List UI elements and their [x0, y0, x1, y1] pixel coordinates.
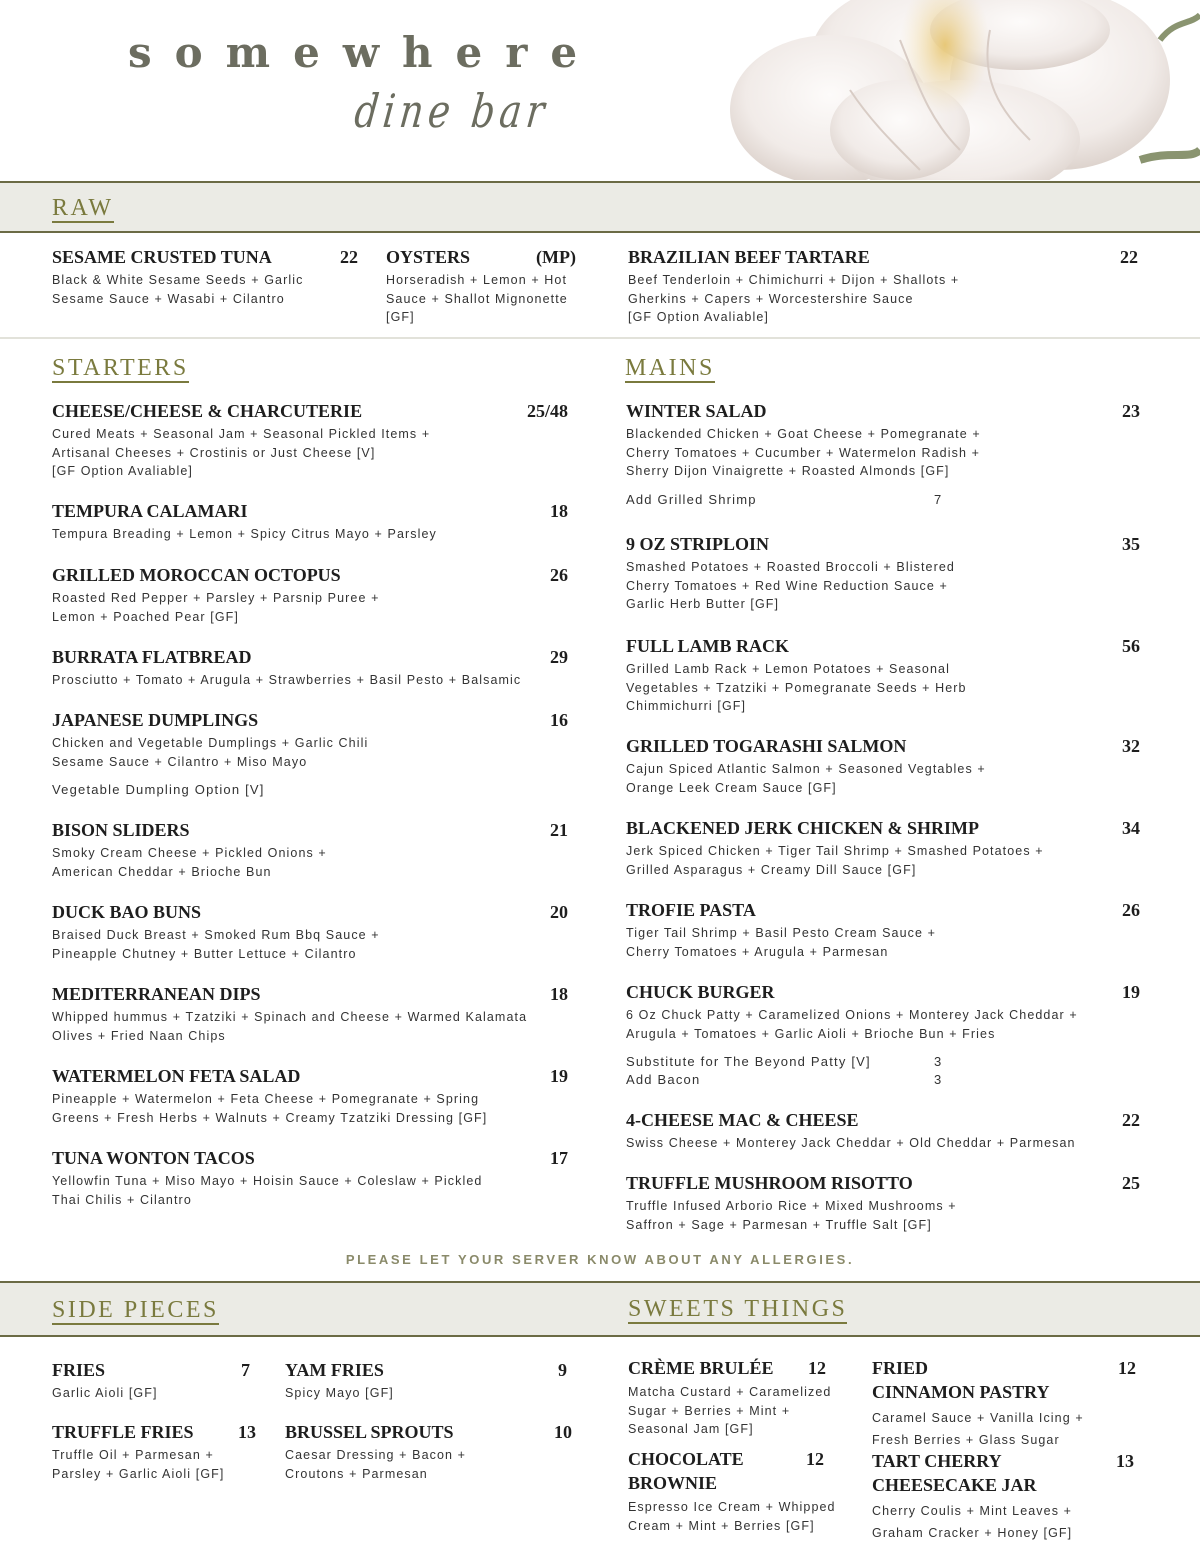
- item-description-line: Cherry Tomatoes + Cucumber + Watermelon Radish +: [626, 445, 980, 460]
- item-title-row: [628, 1447, 824, 1498]
- menu-item: [52, 646, 568, 690]
- menu-item: [628, 1447, 836, 1535]
- item-name: MEDITERRANEAN DIPS: [52, 984, 261, 1004]
- item-description-line: Sesame Sauce + Cilantro + Miso Mayo: [52, 754, 308, 769]
- item-description-line: Tempura Breading + Lemon + Spicy Citrus Mayo + Parsley: [52, 527, 437, 541]
- item-price: 17: [550, 1148, 568, 1168]
- item-title-row: [52, 819, 568, 844]
- item-name: TEMPURA CALAMARI: [52, 501, 248, 521]
- item-description-line: Grilled Lamb Rack + Lemon Potatoes + Seasonal: [626, 662, 950, 676]
- item-description-line: Arugula + Tomatoes + Garlic Aioli + Brioche Bun + Fries: [626, 1026, 996, 1041]
- item-description-line: Pineapple + Watermelon + Feta Cheese + Pomegranate + Spring: [52, 1092, 480, 1106]
- item-description-line: Chimmichurri [GF]: [626, 699, 747, 713]
- item-description-line: Seasonal Jam [GF]: [628, 1422, 754, 1436]
- item-description-line: 6 Oz Chuck Patty + Caramelized Onions + Monterey Jack Cheddar +: [626, 1008, 1078, 1022]
- menu-item: [628, 1356, 832, 1439]
- item-description-line: Blackended Chicken + Goat Cheese + Pomegranate +: [626, 427, 981, 441]
- menu-item: [52, 983, 568, 1045]
- item-description-line: Chicken and Vegetable Dumplings + Garlic Chili: [52, 736, 369, 750]
- item-price: 26: [1122, 900, 1140, 920]
- item-title-row: [626, 533, 1140, 558]
- item-name: BLACKENED JERK CHICKEN & SHRIMP: [626, 818, 980, 838]
- item-title-row: [626, 981, 1140, 1006]
- menu-item: [285, 1359, 567, 1403]
- add-on-price: 3: [934, 1072, 943, 1087]
- item-description-line: Lemon + Poached Pear [GF]: [52, 609, 239, 624]
- item-name: BRUSSEL SPROUTS: [285, 1422, 454, 1442]
- item-price: 21: [550, 820, 568, 840]
- item-title-row: [52, 500, 568, 525]
- allergy-note: PLEASE LET YOUR SERVER KNOW ABOUT ANY ALLERGIES.: [345, 1252, 855, 1267]
- menu-item: [52, 819, 568, 881]
- item-price: 9: [558, 1360, 567, 1380]
- item-description-line: Truffle Infused Arborio Rice + Mixed Mushrooms +: [626, 1199, 957, 1213]
- item-price: 16: [550, 710, 568, 730]
- item-price: 13: [1116, 1451, 1134, 1471]
- item-title-row: [626, 1172, 1140, 1197]
- section-heading-mains: MAINS: [625, 355, 715, 381]
- item-price: 19: [1122, 982, 1140, 1002]
- item-description-line: Horseradish + Lemon + Hot: [386, 273, 568, 287]
- item-description-line: Sesame Sauce + Wasabi + Cilantro: [52, 291, 285, 306]
- item-price: 34: [1122, 818, 1140, 838]
- item-name: OYSTERS: [386, 247, 471, 267]
- item-title-row: [626, 735, 1140, 760]
- item-description-line: Truffle Oil + Parmesan +: [52, 1448, 214, 1462]
- item-description-line: Black & White Sesame Seeds + Garlic: [52, 273, 304, 287]
- add-on-label: Add Grilled Shrimp: [626, 491, 757, 507]
- raw-band: [0, 181, 1200, 233]
- item-description-line: Tiger Tail Shrimp + Basil Pesto Cream Sauce +: [626, 926, 937, 940]
- item-description-line: Cherry Tomatoes + Red Wine Reduction Sauce +: [626, 578, 948, 593]
- item-name: TRUFFLE FRIES: [52, 1422, 194, 1442]
- item-price: 18: [550, 501, 568, 521]
- item-price: 12: [1118, 1358, 1136, 1378]
- item-description-line: Matcha Custard + Caramelized: [628, 1385, 832, 1399]
- menu-item: [626, 735, 1140, 797]
- item-title-row: [626, 635, 1140, 660]
- item-price: 23: [1122, 401, 1140, 421]
- item-price: 35: [1122, 534, 1140, 554]
- item-title-row: [52, 646, 568, 671]
- item-title-row: [52, 1359, 250, 1384]
- item-title-row: [626, 817, 1140, 842]
- item-name: TROFIE PASTA: [626, 900, 756, 920]
- item-name: TUNA WONTON TACOS: [52, 1148, 255, 1168]
- item-description-line: Cherry Coulis + Mint Leaves +: [872, 1504, 1073, 1518]
- item-description-line: Swiss Cheese + Monterey Jack Cheddar + Old Cheddar + Parmesan: [626, 1136, 1076, 1150]
- menu-item: [872, 1356, 1136, 1451]
- item-name: GRILLED MOROCCAN OCTOPUS: [52, 565, 341, 585]
- section-heading-starters: STARTERS: [52, 355, 189, 381]
- item-title-row: [52, 709, 568, 734]
- item-name: JAPANESE DUMPLINGS: [52, 710, 259, 730]
- add-on-price: 3: [934, 1054, 943, 1069]
- item-description-line: Smoky Cream Cheese + Pickled Onions +: [52, 846, 327, 860]
- item-title-row: [626, 899, 1140, 924]
- item-title-row: [52, 400, 568, 425]
- item-description-line: Spicy Mayo [GF]: [285, 1386, 394, 1400]
- item-title-row: [52, 1147, 568, 1172]
- item-description-line: Caesar Dressing + Bacon +: [285, 1448, 467, 1462]
- section-heading-raw: RAW: [52, 195, 114, 221]
- menu-item: [52, 901, 568, 963]
- menu-item: [52, 709, 568, 799]
- menu-item: [626, 1109, 1140, 1153]
- item-description-line: Cured Meats + Seasonal Jam + Seasonal Pickled Items +: [52, 427, 431, 441]
- menu-item: [52, 1147, 568, 1209]
- item-description-line: Sherry Dijon Vinaigrette + Roasted Almonds [GF]: [626, 464, 950, 478]
- item-description-line: Caramel Sauce + Vanilla Icing +: [872, 1411, 1084, 1425]
- section-heading-sweets: SWEETS THINGS: [628, 1296, 848, 1322]
- item-title-row: [386, 246, 576, 271]
- item-name: YAM FRIES: [285, 1360, 384, 1380]
- menu-item: [628, 246, 1138, 327]
- item-title-row: [52, 246, 358, 271]
- item-name: DUCK BAO BUNS: [52, 902, 202, 922]
- item-name: FULL LAMB RACK: [626, 636, 790, 656]
- item-description-line: Whipped hummus + Tzatziki + Spinach and Cheese + Warmed Kalamata: [52, 1010, 528, 1024]
- item-name: CHOCOLATE BROWNIE: [628, 1449, 744, 1493]
- item-price: 22: [1122, 1110, 1140, 1130]
- item-price: 19: [550, 1066, 568, 1086]
- item-name: BURRATA FLATBREAD: [52, 647, 252, 667]
- item-description-line: Artisanal Cheeses + Crostinis or Just Cheese [V]: [52, 445, 376, 460]
- item-description-line: Vegetables + Tzatziki + Pomegranate Seeds + Herb: [626, 680, 967, 695]
- divider: [0, 337, 1200, 339]
- item-title-row: [52, 1065, 568, 1090]
- item-name: 4-CHEESE MAC & CHEESE: [626, 1110, 859, 1130]
- item-title-row: [52, 1421, 256, 1446]
- item-description-line: Garlic Herb Butter [GF]: [626, 597, 780, 611]
- item-title-row: [628, 1356, 826, 1383]
- menu-item: [52, 1421, 256, 1483]
- menu-item: [52, 1359, 250, 1403]
- item-description-line: Espresso Ice Cream + Whipped: [628, 1500, 836, 1514]
- item-description-line: Sauce + Shallot Mignonette: [386, 291, 568, 306]
- item-description-line: Cajun Spiced Atlantic Salmon + Seasoned Vegtables +: [626, 762, 986, 776]
- add-on-label: Vegetable Dumpling Option [V]: [52, 782, 265, 797]
- item-price: 13: [238, 1422, 256, 1442]
- item-description-line: Gherkins + Capers + Worcestershire Sauce: [628, 291, 914, 306]
- item-name: WINTER SALAD: [626, 401, 767, 421]
- item-description-line: American Cheddar + Brioche Bun: [52, 864, 272, 879]
- item-price: 22: [340, 247, 358, 267]
- item-price: 22: [1120, 247, 1138, 267]
- item-price: 29: [550, 647, 568, 667]
- item-description-line: Fresh Berries + Glass Sugar: [872, 1433, 1060, 1447]
- menu-item: [626, 533, 1140, 614]
- item-title-row: [626, 400, 1140, 425]
- menu-item: [626, 981, 1140, 1089]
- item-name: TRUFFLE MUSHROOM RISOTTO: [626, 1173, 913, 1193]
- item-price: 32: [1122, 736, 1140, 756]
- item-description-line: [GF]: [386, 310, 415, 324]
- item-description-line: Smashed Potatoes + Roasted Broccoli + Blistered: [626, 560, 955, 574]
- item-price: 20: [550, 902, 568, 922]
- menu-item: [285, 1421, 572, 1483]
- flower-illustration: [600, 0, 1200, 180]
- item-price: 18: [550, 984, 568, 1004]
- menu-item: [52, 500, 568, 544]
- brand-name: somewhere: [128, 28, 601, 77]
- item-name: TART CHERRY CHEESECAKE JAR: [872, 1451, 1037, 1495]
- brand-subtitle: dine bar: [351, 84, 553, 138]
- item-description-line: Pineapple Chutney + Butter Lettuce + Cilantro: [52, 946, 357, 961]
- menu-item: [626, 817, 1140, 879]
- item-name: FRIES: [52, 1360, 106, 1380]
- item-description-line: Roasted Red Pepper + Parsley + Parsnip Puree +: [52, 591, 380, 605]
- item-description-line: Sugar + Berries + Mint +: [628, 1403, 791, 1418]
- item-name: BISON SLIDERS: [52, 820, 190, 840]
- item-title-row: [52, 564, 568, 589]
- item-description-line: Cherry Tomatoes + Arugula + Parmesan: [626, 944, 889, 959]
- item-title-row: [626, 1109, 1140, 1134]
- item-title-row: [872, 1449, 1134, 1500]
- item-description-line: Orange Leek Cream Sauce [GF]: [626, 780, 837, 795]
- menu-item: [626, 1172, 1140, 1234]
- item-price: 56: [1122, 636, 1140, 656]
- item-description-line: Prosciutto + Tomato + Arugula + Strawberries + Basil Pesto + Balsamic: [52, 673, 522, 687]
- menu-item: [386, 246, 576, 327]
- item-price: 26: [550, 565, 568, 585]
- add-on-label: Substitute for The Beyond Patty [V]: [626, 1054, 871, 1069]
- item-title-row: [872, 1356, 1136, 1407]
- menu-item: [52, 564, 568, 626]
- item-name: FRIED CINNAMON PASTRY: [872, 1358, 1050, 1402]
- item-description-line: Parsley + Garlic Aioli [GF]: [52, 1466, 225, 1481]
- item-description-line: Cream + Mint + Berries [GF]: [628, 1518, 815, 1533]
- item-description-line: Greens + Fresh Herbs + Walnuts + Creamy Tzatziki Dressing [GF]: [52, 1110, 488, 1125]
- item-add-on: [626, 491, 1140, 509]
- item-name: CHEESE/CHEESE & CHARCUTERIE: [52, 401, 363, 421]
- item-price: 25: [1122, 1173, 1140, 1193]
- item-title-row: [285, 1421, 572, 1446]
- item-add-on: [626, 1053, 1140, 1071]
- add-on-label: Add Bacon: [626, 1072, 701, 1087]
- add-on-price: 7: [934, 491, 943, 507]
- item-add-on: [626, 1071, 1140, 1089]
- item-price: 10: [554, 1422, 572, 1442]
- menu-item: [872, 1449, 1134, 1544]
- item-price: 12: [806, 1449, 824, 1469]
- item-add-on: [52, 781, 568, 799]
- item-name: CRÈME BRULÉE: [628, 1358, 774, 1378]
- item-name: SESAME CRUSTED TUNA: [52, 247, 272, 267]
- item-description-line: Grilled Asparagus + Creamy Dill Sauce [GF]: [626, 862, 917, 877]
- menu-item: [626, 899, 1140, 961]
- item-description-line: Braised Duck Breast + Smoked Rum Bbq Sauce +: [52, 928, 380, 942]
- item-description-line: [GF Option Avaliable]: [52, 464, 193, 478]
- item-description-line: [GF Option Avaliable]: [628, 310, 769, 324]
- item-description-line: Thai Chilis + Cilantro: [52, 1192, 192, 1207]
- item-title-row: [52, 901, 568, 926]
- item-description-line: Olives + Fried Naan Chips: [52, 1028, 226, 1043]
- item-description-line: Yellowfin Tuna + Miso Mayo + Hoisin Sauce + Coleslaw + Pickled: [52, 1174, 483, 1188]
- menu-item: [52, 1065, 568, 1127]
- item-description-line: Saffron + Sage + Parmesan + Truffle Salt [GF]: [626, 1217, 932, 1232]
- item-description-line: Jerk Spiced Chicken + Tiger Tail Shrimp + Smashed Potatoes +: [626, 844, 1044, 858]
- section-heading-side-pieces: SIDE PIECES: [52, 1297, 219, 1323]
- item-description-line: Beef Tenderloin + Chimichurri + Dijon + Shallots +: [628, 273, 960, 287]
- item-price: 25/48: [526, 401, 568, 421]
- menu-item: [626, 635, 1140, 716]
- item-description-line: Garlic Aioli [GF]: [52, 1386, 158, 1400]
- item-name: 9 OZ STRIPLOIN: [626, 534, 770, 554]
- item-name: WATERMELON FETA SALAD: [52, 1066, 301, 1086]
- item-name: GRILLED TOGARASHI SALMON: [626, 736, 907, 756]
- item-price: (MP): [536, 247, 576, 267]
- item-description-line: Graham Cracker + Honey [GF]: [872, 1526, 1073, 1540]
- menu-item: [626, 400, 1140, 509]
- item-price: 7: [241, 1360, 250, 1380]
- item-title-row: [52, 983, 568, 1008]
- menu-item: [52, 246, 358, 308]
- item-name: CHUCK BURGER: [626, 982, 775, 1002]
- item-title-row: [285, 1359, 567, 1384]
- item-name: BRAZILIAN BEEF TARTARE: [628, 247, 870, 267]
- item-price: 12: [808, 1358, 826, 1378]
- menu-item: [52, 400, 568, 481]
- item-title-row: [628, 246, 1138, 271]
- item-description-line: Croutons + Parmesan: [285, 1466, 428, 1481]
